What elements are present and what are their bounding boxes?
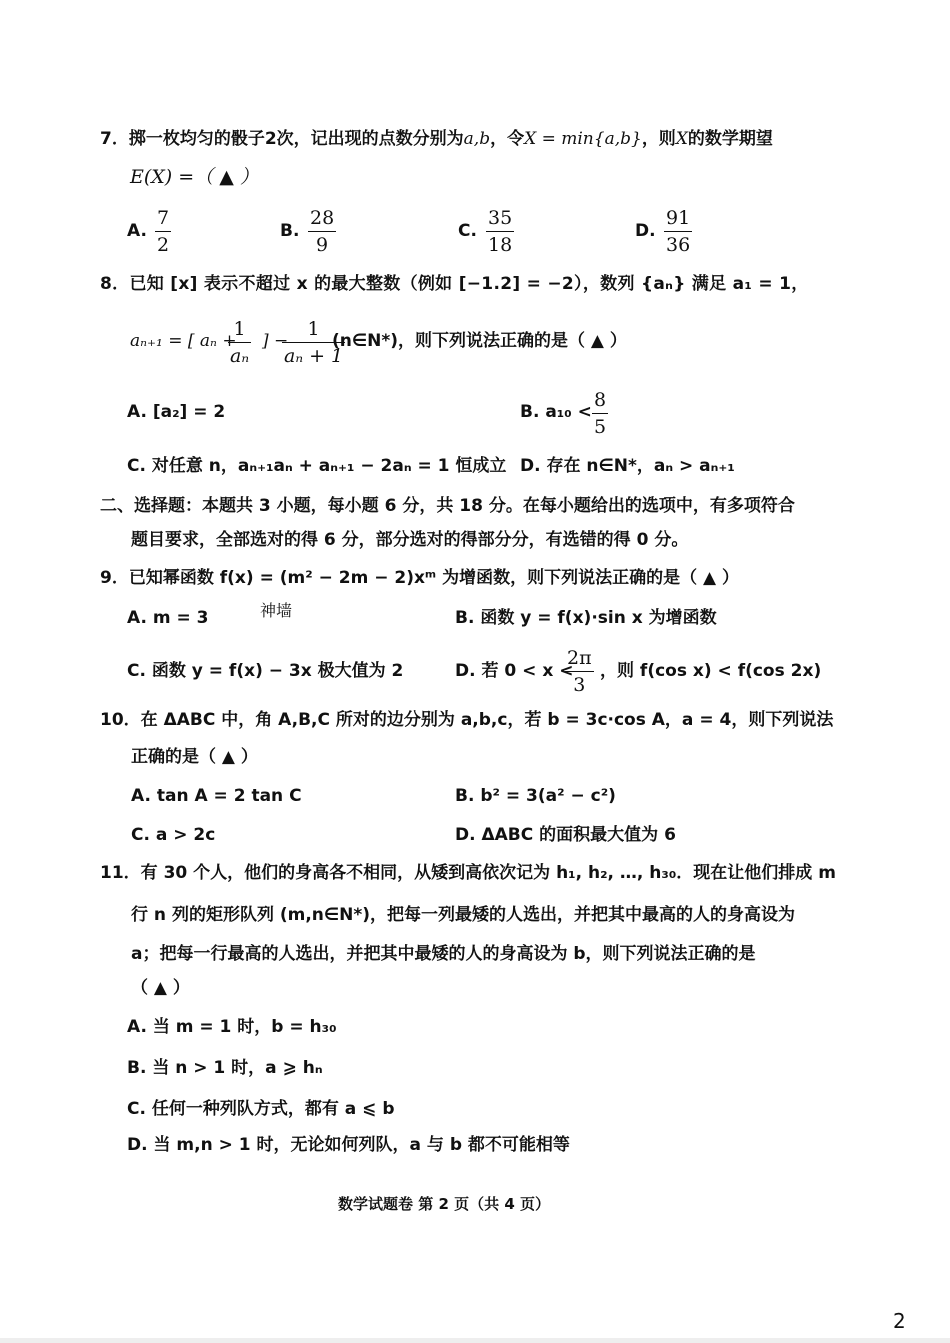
q9-line1: 9．已知幂函数 f(x) = (m² − 2m − 2)xᵐ 为增函数，则下列说法正确的是（ ▲ ） (100, 568, 740, 588)
q9-option-a: A. m = 3 (127, 608, 209, 628)
q7-option-d-fraction: $\frac{91}{36}$ (666, 207, 691, 256)
q7-option-a-label: A. (127, 221, 147, 241)
q11-option-a: A. 当 m = 1 时，b = h₃₀ (127, 1017, 337, 1037)
page-footer: 数学试题卷 第 2 页（共 4 页） (338, 1195, 550, 1213)
q7-option-c-label: C. (458, 221, 477, 241)
q8-formula-mid: ] − (262, 331, 289, 351)
q7-option-b-label: B. (280, 221, 300, 241)
q8-formula-fraction-2: $\frac{1}{\text{aₙ + 1}}$ (284, 318, 344, 367)
q10-option-a: A. tan A = 2 tan C (131, 786, 302, 806)
q8-formula-left: aₙ₊₁ = [ aₙ + (130, 331, 237, 351)
q8-option-d: D. 存在 n∈N*，aₙ > aₙ₊₁ (520, 456, 735, 476)
q11-line4: （ ▲ ） (131, 978, 190, 998)
q9-option-d-start: D. 若 0 < x < (455, 661, 574, 681)
q8-option-a: A. [a₂] = 2 (127, 402, 226, 422)
section2-line2: 题目要求，全部选对的得 6 分，部分选对的得部分分，有选错的得 0 分。 (131, 530, 689, 550)
q8-line1: 8．已知 [x] 表示不超过 x 的最大整数（例如 [−1.2] = −2），数列 {aₙ} 满足 a₁ = 1， (100, 274, 809, 294)
q9-option-c: C. 函数 y = f(x) − 3x 极大值为 2 (127, 661, 404, 681)
handwritten-note: 神墙 (260, 601, 293, 620)
q7-line1: 7．掷一枚均匀的骰子2次，记出现的点数分别为a,b，令X = min{a,b}，则X的数学期望 (100, 129, 773, 149)
bottom-bar (0, 1338, 950, 1343)
q9-option-d-fraction: $\frac{2\pi}{3}$ (567, 647, 592, 696)
page-number: 2 (893, 1309, 906, 1333)
q10-option-c: C. a > 2c (131, 825, 216, 845)
q11-line2: 行 n 列的矩形队列 (m,n∈N*)，把每一列最矮的人选出，并把其中最高的人的身高设为 (131, 905, 796, 925)
q7-option-b-fraction: $\frac{28}{9}$ (310, 207, 335, 256)
q7-number: 7． (100, 129, 129, 149)
q11-line3: a；把每一行最高的人选出，并把其中最矮的人的身高设为 b，则下列说法正确的是 (131, 944, 756, 964)
q7-expectation: E(X) =（ ▲ ） (130, 166, 259, 188)
q8-option-b-fraction: $\frac{8}{5}$ (594, 389, 607, 438)
q10-line1: 10．在 ΔABC 中，角 A,B,C 所对的边分别为 a,b,c，若 b = 3c·cos A，a = 4，则下列说法 (100, 710, 834, 730)
q8-option-c: C. 对任意 n，aₙ₊₁aₙ + aₙ₊₁ − 2aₙ = 1 恒成立 (127, 456, 507, 476)
q10-option-b: B. b² = 3(a² − c²) (455, 786, 616, 806)
q8-option-b-label: B. a₁₀ < (520, 402, 592, 422)
q10-option-d: D. ΔABC 的面积最大值为 6 (455, 825, 676, 845)
q11-option-c: C. 任何一种列队方式，都有 a ⩽ b (127, 1099, 395, 1119)
q9-option-d-end: ，则 f(cos x) < f(cos 2x) (600, 661, 822, 681)
q8-formula-fraction-1: $\frac{1}{\text{aₙ}}$ (230, 318, 250, 367)
section2-line1: 二、选择题：本题共 3 小题，每小题 6 分，共 18 分。在每小题给出的选项中，有多项符合 (100, 496, 795, 516)
q7-option-d-label: D. (635, 221, 656, 241)
q10-line2: 正确的是（ ▲ ） (131, 747, 258, 767)
q7-option-a-fraction: $\frac{7}{2}$ (157, 207, 170, 256)
q8-number: 8． (100, 274, 130, 294)
q11-option-b: B. 当 n > 1 时，a ⩾ hₙ (127, 1058, 323, 1078)
q7-option-c-fraction: $\frac{35}{18}$ (488, 207, 513, 256)
q8-formula-right: (n∈N*)，则下列说法正确的是（ ▲ ） (332, 331, 627, 351)
q11-option-d: D. 当 m,n > 1 时，无论如何列队，a 与 b 都不可能相等 (127, 1135, 570, 1155)
q11-line1: 11．有 30 个人，他们的身高各不相同，从矮到高依次记为 h₁, h₂, …, h₃₀．现在让他们排成 m (100, 863, 836, 883)
q9-option-b: B. 函数 y = f(x)·sin x 为增函数 (455, 608, 717, 628)
